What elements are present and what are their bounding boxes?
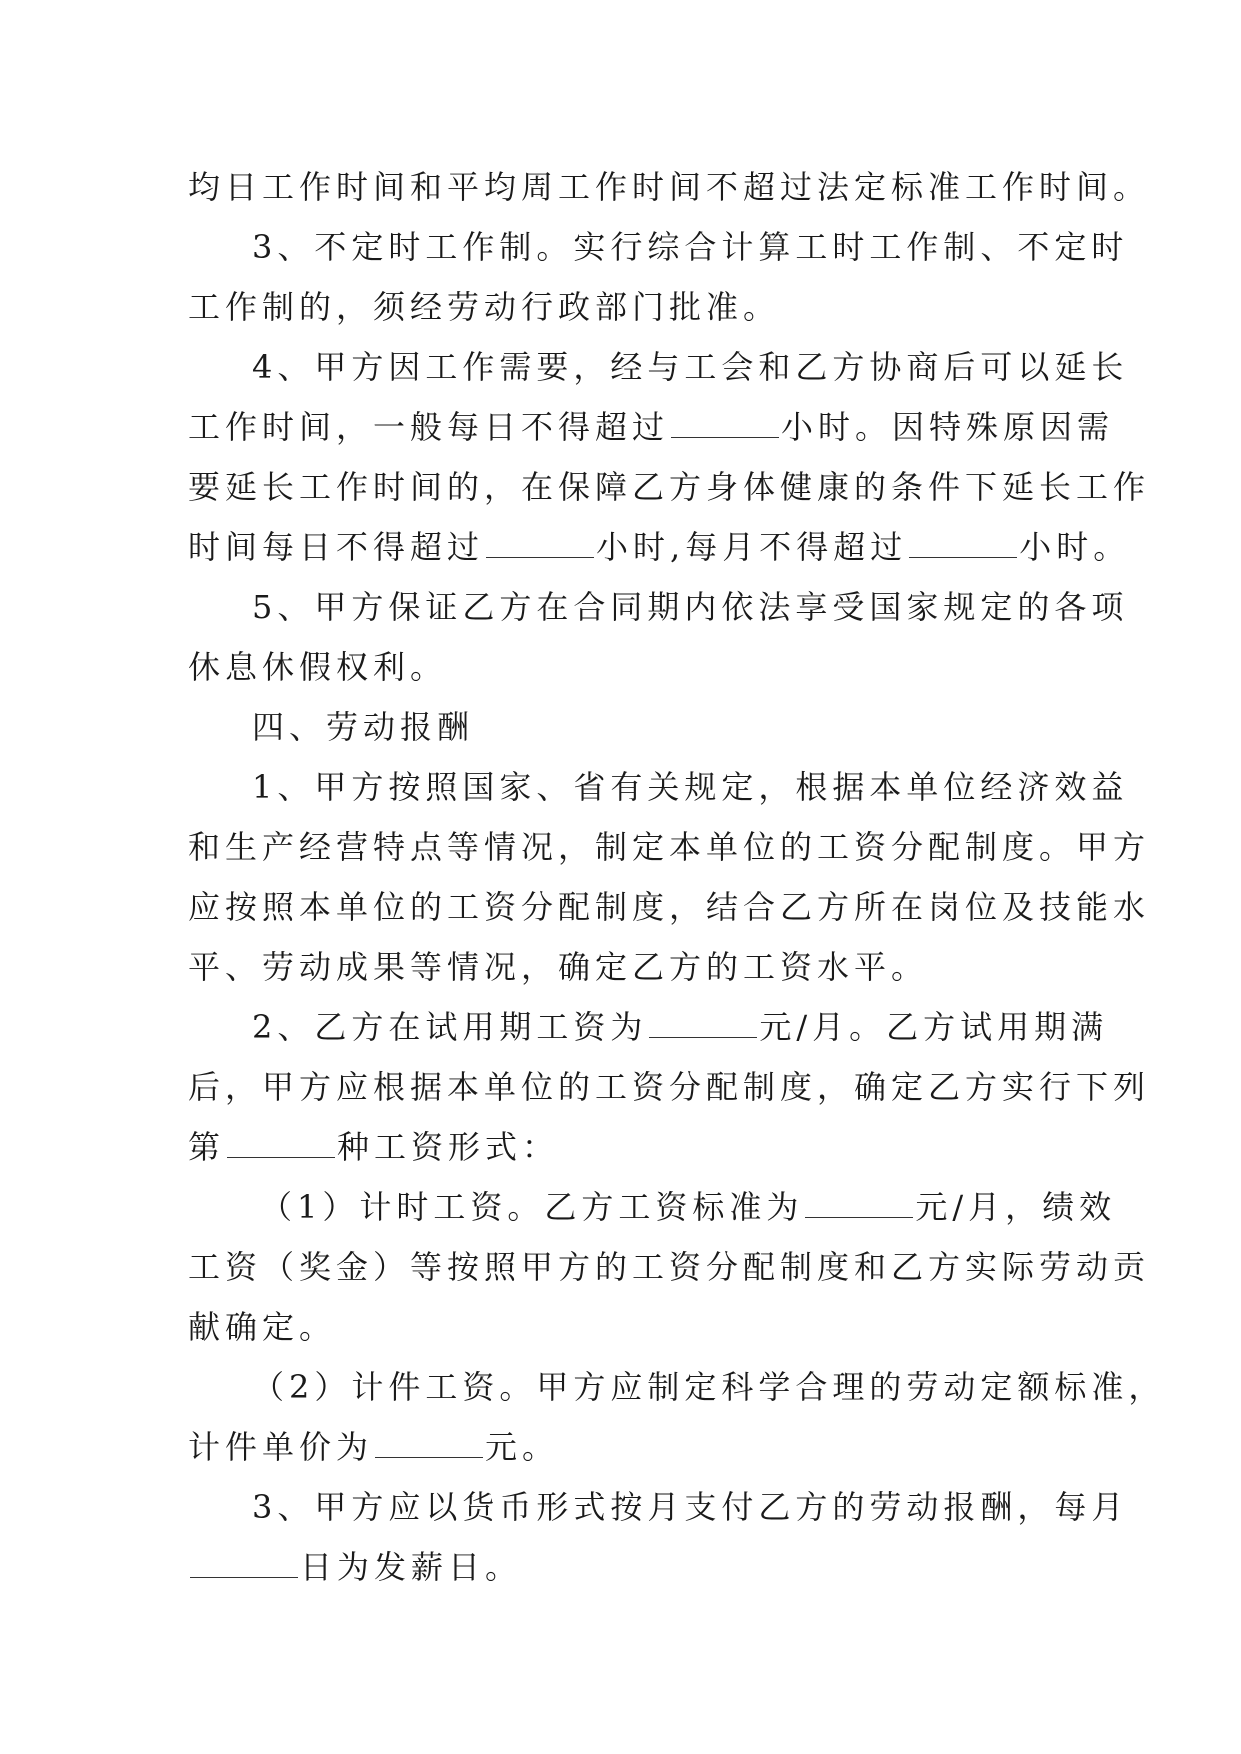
document-body — [188, 157, 1166, 1597]
pay-clause-2-line-1 — [188, 997, 1109, 1057]
clause-4-line-1: 4、甲方因工作需要，经与工会和乙方协商后可以延长 — [252, 348, 1129, 386]
section-heading: 四、劳动报酬 — [252, 708, 475, 746]
text-segment: 种工资形式： — [337, 1128, 560, 1166]
sub-item-1-line-1 — [188, 1177, 1117, 1237]
pay-clause-1-line-1: 1、甲方按照国家、省有关规定，根据本单位经济效益 — [252, 768, 1129, 806]
text-segment: 元/月，绩效 — [915, 1188, 1117, 1226]
pay-clause-1-line-2: 和生产经营特点等情况，制定本单位的工资分配制度。甲方 — [188, 828, 1151, 866]
blank-line — [190, 1547, 298, 1578]
clause-5-line-2: 休息休假权利。 — [188, 648, 448, 686]
blank-line — [805, 1187, 913, 1218]
sub-item-1-line-2: 工资（奖金）等按照甲方的工资分配制度和乙方实际劳动贡 — [188, 1248, 1151, 1286]
text-segment: 元。 — [485, 1428, 560, 1466]
blank-line — [375, 1427, 483, 1458]
text-segment: 时间每日不得超过 — [188, 528, 485, 566]
sub-item-2-line-2 — [188, 1417, 1054, 1477]
text-segment: 小时。 — [1019, 528, 1131, 566]
sub-item-1-line-3: 献确定。 — [188, 1308, 337, 1346]
blank-line — [649, 1007, 757, 1038]
clause-4-line-2 — [188, 397, 1115, 457]
text-segment: 计件单价为 — [188, 1428, 374, 1466]
blank-line — [671, 407, 779, 438]
text-segment: （1）计时工资。乙方工资标准为 — [260, 1188, 804, 1226]
blank-line — [909, 527, 1017, 558]
pay-clause-1-line-3: 应按照本单位的工资分配制度，结合乙方所在岗位及技能水 — [188, 888, 1151, 926]
pay-clause-3-line-2 — [188, 1537, 1054, 1597]
blank-line — [227, 1127, 335, 1158]
clause-4-line-3: 要延长工作时间的，在保障乙方身体健康的条件下延长工作 — [188, 468, 1151, 506]
text-segment: 小时,每月不得超过 — [596, 528, 908, 566]
pay-clause-2-line-2: 后，甲方应根据本单位的工资分配制度，确定乙方实行下列 — [188, 1068, 1151, 1106]
pay-clause-1-line-4: 平、劳动成果等情况，确定乙方的工资水平。 — [188, 948, 929, 986]
text-segment: 小时。因特殊原因需 — [781, 408, 1115, 446]
sub-item-2-line-1: （2）计件工资。甲方应制定科学合理的劳动定额标准， — [252, 1368, 1166, 1406]
pay-clause-3-line-1: 3、甲方应以货币形式按月支付乙方的劳动报酬，每月 — [252, 1488, 1129, 1526]
text-line: 均日工作时间和平均周工作时间不超过法定标准工作时间。 — [188, 168, 1151, 206]
text-segment: 日为发薪日。 — [300, 1548, 523, 1586]
text-segment: 元/月。乙方试用期满 — [759, 1008, 1109, 1046]
text-segment: 2、乙方在试用期工资为 — [252, 1008, 648, 1046]
blank-line — [486, 527, 594, 558]
text-segment: 工作时间，一般每日不得超过 — [188, 408, 670, 446]
text-segment: 第 — [188, 1128, 226, 1166]
clause-3-line-1: 3、不定时工作制。实行综合计算工时工作制、不定时 — [252, 228, 1129, 266]
pay-clause-2-line-3 — [188, 1117, 1054, 1177]
clause-5-line-1: 5、甲方保证乙方在合同期内依法享受国家规定的各项 — [252, 588, 1129, 626]
clause-3-line-2: 工作制的，须经劳动行政部门批准。 — [188, 288, 781, 326]
clause-4-line-4 — [188, 517, 1131, 577]
